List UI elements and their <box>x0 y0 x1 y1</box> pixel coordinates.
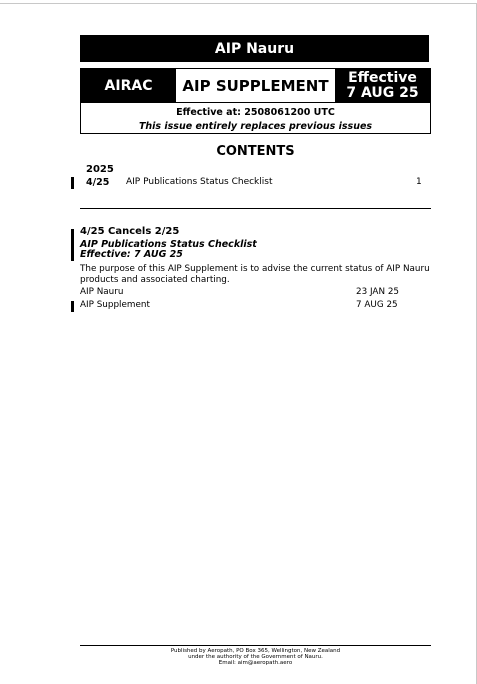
toc-item-title: AIP Publications Status Checklist <box>126 177 273 187</box>
footer-divider <box>80 645 431 646</box>
supplement-cancel-heading: 4/25 Cancels 2/25 <box>80 226 180 237</box>
contents-year: 2025 <box>86 164 114 175</box>
status-item-date: 7 AUG 25 <box>356 300 398 310</box>
footer-publisher <box>80 648 431 667</box>
effective-cell <box>335 69 430 103</box>
airac-label: AIRAC <box>81 69 176 103</box>
change-bar <box>71 301 74 312</box>
effective-at-text: Effective at: 2508061200 UTC <box>176 107 335 118</box>
status-item-date: 23 JAN 25 <box>356 287 400 297</box>
toc-item-number: 4/25 <box>86 177 110 188</box>
effective-date: 7 AUG 25 <box>346 85 419 101</box>
status-item-name: AIP Nauru <box>80 287 124 297</box>
status-item-name: AIP Supplement <box>80 300 150 310</box>
footer-line: under the authority of the Government of Nauru. <box>188 654 323 661</box>
change-bar <box>71 177 74 189</box>
supplement-title: AIP Publications Status Checklist <box>80 239 257 250</box>
supplement-purpose: The purpose of this AIP Supplement is to advise the current status of AIP Nauru products and associated charting. <box>80 264 430 285</box>
supplement-label: AIP SUPPLEMENT <box>176 69 335 103</box>
footer-line: Published by Aeropath, PO Box 365, Wellington, New Zealand <box>170 648 341 654</box>
document-title: AIP Nauru <box>80 35 429 62</box>
supplement-header-row <box>81 69 430 103</box>
replaces-note: This issue entirely replaces previous issues <box>138 121 373 132</box>
toc-item-page: 1 <box>416 177 422 187</box>
supplement-header-box <box>80 68 431 134</box>
supplement-header-details <box>81 103 430 134</box>
contents-heading: CONTENTS <box>216 144 295 159</box>
footer-email: Email: aim@aeropath.aero <box>218 660 293 667</box>
supplement-effective: Effective: 7 AUG 25 <box>80 249 183 260</box>
change-bar <box>71 229 74 261</box>
page-top-border <box>0 3 477 4</box>
section-divider <box>80 208 431 209</box>
effective-label: Effective <box>348 70 417 86</box>
